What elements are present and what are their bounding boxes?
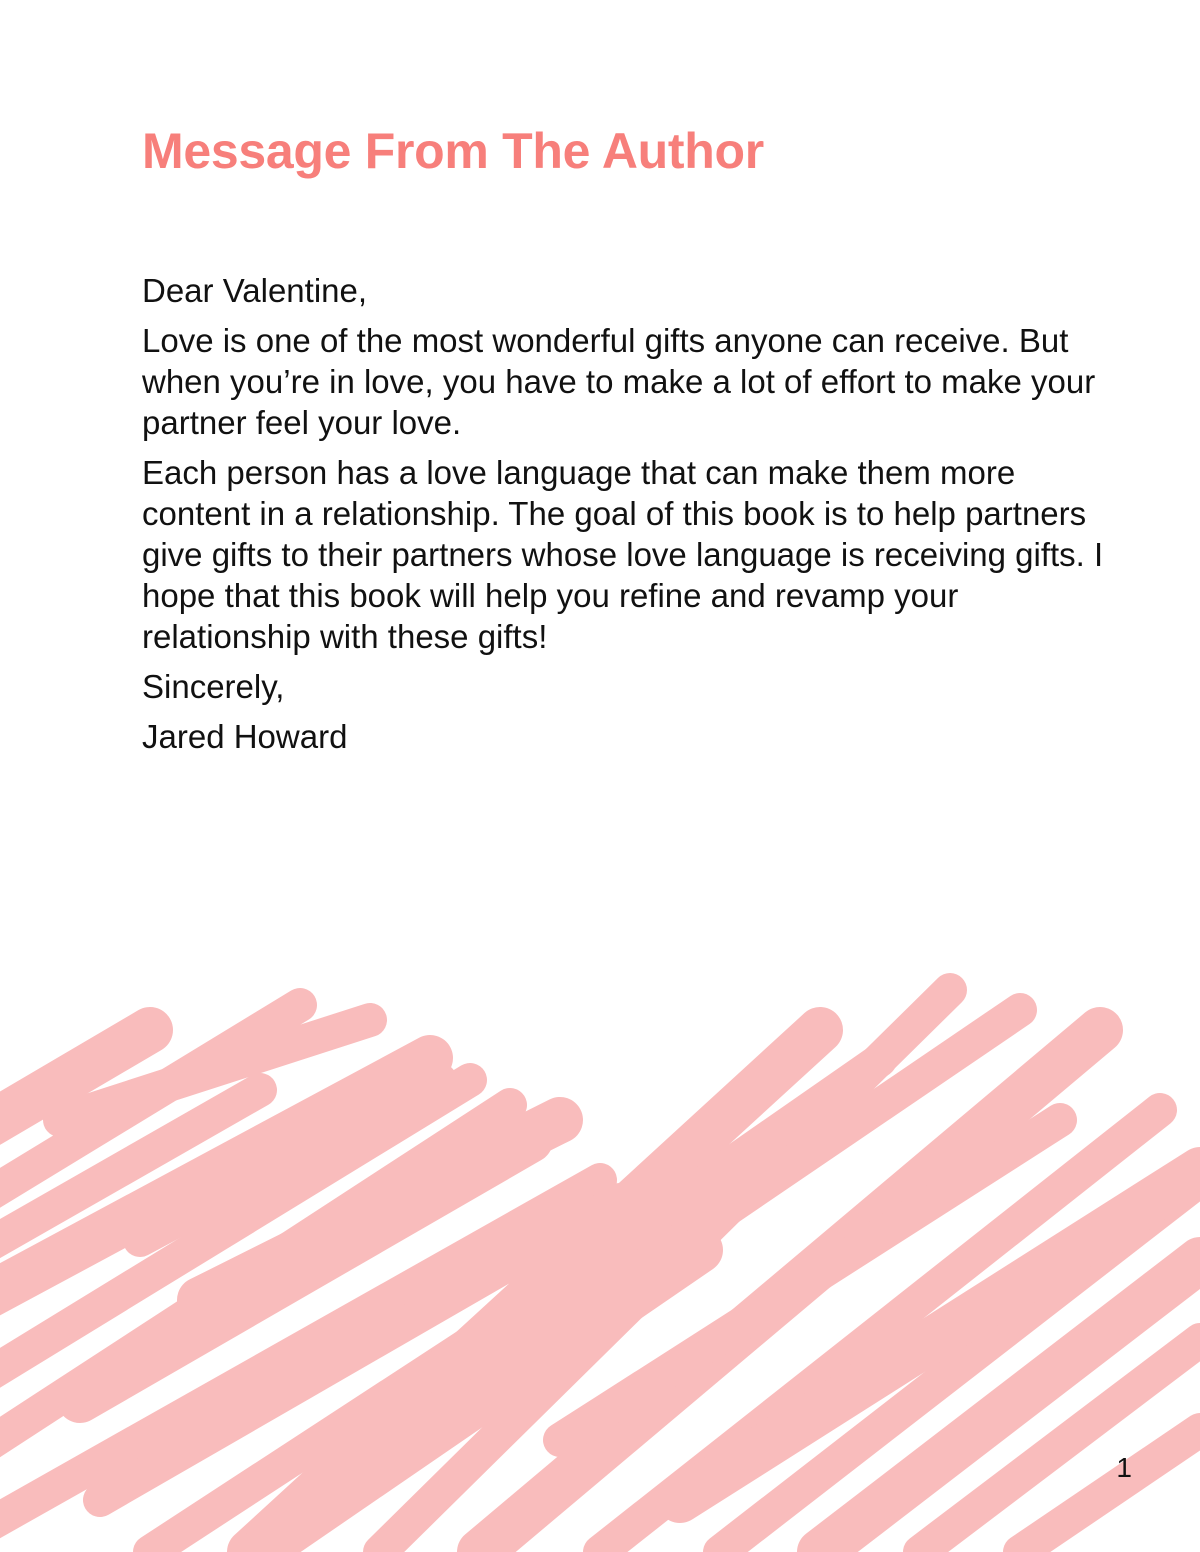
greeting: Dear Valentine, — [142, 272, 368, 309]
page-title: Message From The Author — [142, 123, 764, 179]
page-number: 1 — [1116, 1452, 1132, 1483]
paragraph-1: Love is one of the most wonderful gifts anyone can receive. But when you’re in love, you have to make a lot of effort to make your partner feel your love. — [142, 322, 1096, 441]
paragraph-2: Each person has a love language that can make them more content in a relationship. The goal of this book is to help partners give gifts to their partners whose love language is receiving gifts. I hope that this book will help you refine and revamp your relationship with these gifts! — [142, 454, 1104, 655]
signature: Jared Howard — [142, 718, 348, 755]
closing: Sincerely, — [142, 668, 285, 705]
letter-body — [142, 270, 1117, 766]
